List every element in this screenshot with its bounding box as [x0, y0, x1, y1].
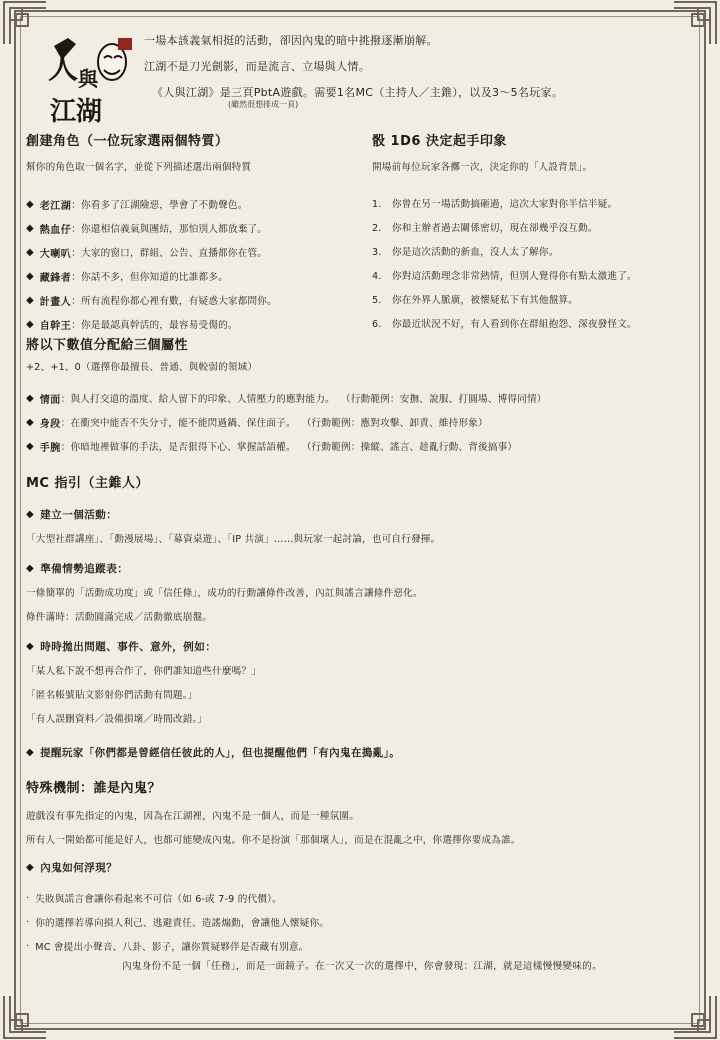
diamond-bullet-icon: ◆	[26, 222, 34, 234]
diamond-bullet-icon: ◆	[26, 198, 34, 210]
special-paragraph: 所有人一開始都可能是好人，也都可能變成內鬼。你不是扮演「那個壞人」，而是在混亂之中，你選擇你要成為誰。	[26, 835, 521, 846]
roll-row	[372, 288, 702, 312]
diamond-bullet-icon: ◆	[26, 746, 35, 758]
roll-number: 4.	[372, 270, 382, 282]
roll-text: 你對這活動理念非常熱情，但別人覺得你有點太激進了。	[392, 270, 637, 282]
mc-reminder-text: 提醒玩家「你們都是曾經信任彼此的人」，但也提醒他們「有內鬼在搗亂」。	[40, 746, 401, 759]
mc-activity-title: 建立一個活動：	[40, 508, 118, 521]
roll-number: 5.	[372, 294, 382, 306]
trait-desc: ：你看多了江湖險惡，學會了不動聲色。	[71, 200, 248, 211]
attribute-desc: ：你暗地裡做事的手法，是否狠得下心、掌握話語權。	[60, 442, 296, 453]
mc-tracker-line: 條件滿時：活動圓滿完成／活動徹底崩盤。	[26, 612, 213, 623]
intro-line-2: 江湖不是刀光劍影，而是流言、立場與人情。	[144, 60, 370, 73]
svg-text:江湖: 江湖	[50, 97, 103, 124]
diamond-bullet-icon: ◆	[26, 392, 34, 404]
trait-name: 熱血仔	[39, 224, 72, 236]
roll-row	[372, 192, 702, 216]
roll-text: 你是這次活動的新血，沒人太了解你。	[392, 246, 559, 258]
mole-bullet-text: 你的選擇若導向損人利己、逃避責任、造謠煽動，會讓他人懷疑你。	[35, 918, 330, 929]
roll-number: 6.	[372, 318, 382, 330]
diamond-bullet-icon: ◆	[26, 440, 34, 452]
roll-text: 你在外界人脈廣，被懷疑私下有其他盤算。	[392, 294, 579, 306]
mc-problems-head	[26, 637, 698, 655]
mc-tracker-title: 準備情勢追蹤表：	[40, 562, 129, 575]
trait-item	[26, 240, 366, 264]
attribute-example: （行動範例：操縱、謠言、趁亂行動、背後搞事）	[301, 442, 518, 453]
corner-ornament-icon	[672, 994, 718, 1040]
svg-text:人: 人	[48, 51, 78, 86]
mole-head	[26, 858, 698, 876]
first-impression-title: 骰 1D6 決定起手印象	[372, 134, 507, 149]
attribute-desc: ：與人打交道的溫度、給人留下的印象、人情壓力的應對能力。	[60, 394, 335, 405]
rulebook-page	[26, 30, 698, 972]
mc-activity	[26, 505, 698, 557]
dot-bullet-icon: ·	[26, 940, 30, 952]
mc-tracker	[26, 559, 698, 635]
roll-row	[372, 312, 702, 336]
diamond-bullet-icon: ◆	[26, 861, 35, 873]
first-impression-desc: 開場前每位玩家各擲一次，決定你的「人設背景」。	[372, 162, 593, 173]
diamond-bullet-icon: ◆	[26, 294, 34, 306]
trait-list	[26, 192, 366, 336]
create-character	[26, 130, 366, 336]
game-logo	[46, 34, 136, 124]
trait-name: 老江湖	[39, 200, 72, 212]
mc-guide-section	[26, 472, 698, 763]
trait-name: 藏鋒者	[39, 272, 72, 284]
mc-guide-title: MC 指引（主錐人）	[26, 476, 150, 491]
diamond-bullet-icon: ◆	[26, 416, 34, 428]
character-section	[26, 130, 698, 332]
intro-block	[144, 34, 704, 110]
trait-desc: ：你還相信義氣與團結，那怕別人都放棄了。	[71, 224, 268, 235]
attributes-title: 將以下數值分配給三個屬性	[26, 338, 189, 353]
corner-ornament-icon	[2, 994, 48, 1040]
special-title: 特殊機制：誰是內鬼？	[26, 781, 162, 796]
mole-bullet	[26, 934, 698, 958]
mole-bullet	[26, 886, 698, 910]
diamond-bullet-icon: ◆	[26, 640, 35, 652]
intro-line-3: 《人與江湖》是三頁PbtA遊戲。需要1名MC（主持人／主錐），以及3～5名玩家。	[152, 86, 564, 99]
create-character-title: 創建角色（一位玩家選兩個特質）	[26, 134, 229, 149]
dot-bullet-icon: ·	[26, 916, 30, 928]
mole-bullet	[26, 910, 698, 934]
trait-item	[26, 288, 366, 312]
roll-text: 你曾在另一場活動搞砸過，這次大家對你半信半疑。	[392, 198, 618, 210]
special-paragraph: 遊戲沒有事先指定的內鬼，因為在江湖裡，內鬼不是一個人，而是一種氛圍。	[26, 811, 359, 822]
trait-name: 大喇叭	[39, 248, 72, 260]
attributes-range: +2、+1、0（選擇你最擅長、普通、與較弱的領域）	[26, 362, 258, 373]
attribute-name: 手腕	[39, 442, 61, 454]
mole-bullet-text: MC 會提出小聲音、八卦、影子，讓你質疑夥伴是否藏有別意。	[35, 942, 309, 953]
roll-number: 2.	[372, 222, 382, 234]
mc-reminder	[26, 741, 698, 763]
attribute-name: 情面	[39, 394, 61, 406]
diamond-bullet-icon: ◆	[26, 318, 34, 330]
mc-tracker-head	[26, 559, 698, 577]
diamond-bullet-icon: ◆	[26, 508, 35, 520]
trait-name: 自幹王	[39, 320, 72, 332]
attribute-name: 身段	[39, 418, 61, 430]
first-impression	[372, 130, 702, 336]
attribute-item	[26, 386, 698, 410]
create-character-desc: 幫你的角色取一個名字，並從下列描述選出兩個特質	[26, 162, 252, 173]
roll-table	[372, 192, 702, 336]
attribute-item	[26, 434, 698, 458]
trait-item	[26, 216, 366, 240]
mc-problems	[26, 637, 698, 737]
attribute-item	[26, 410, 698, 434]
svg-text:與: 與	[78, 67, 98, 91]
closing-line: 內鬼身份不是一個「任務」，而是一面鏡子。在一次又一次的選擇中，你會發現：江湖，就是這樣慢慢變味的。	[122, 961, 602, 972]
mole-bullet-text: 失敗與謊言會讓你看起來不可信（如 6-或 7-9 的代價）。	[35, 894, 282, 905]
mc-problem-example: 「匿名帳號貼文影射你們活動有問題。」	[26, 690, 198, 701]
diamond-bullet-icon: ◆	[26, 246, 34, 258]
roll-row	[372, 216, 702, 240]
attributes-section	[26, 334, 698, 458]
trait-desc: ：大家的窗口，群組、公告、直播都你在管。	[71, 248, 268, 259]
roll-number: 3.	[372, 246, 382, 258]
trait-desc: ：你話不多，但你知道的比誰都多。	[71, 272, 228, 283]
trait-desc: ：所有流程你都心裡有數，有疑惑大家都問你。	[71, 296, 277, 307]
intro-note: (雖然很想排成一頁)	[228, 100, 299, 109]
mc-activity-text: 「大型社群講座」、「動漫展場」、「募資桌遊」、「IP 共演」……與玩家一起討論，也可自行發揮。	[26, 534, 441, 545]
roll-row	[372, 264, 702, 288]
mc-tracker-line: 一條簡單的「活動成功度」或「信任條」，成功的行動讓條件改善，內訌與謠言讓條件惡化。	[26, 588, 423, 599]
diamond-bullet-icon: ◆	[26, 562, 35, 574]
diamond-bullet-icon: ◆	[26, 270, 34, 282]
mc-activity-head	[26, 505, 698, 523]
mole-head-title: 內鬼如何浮現？	[40, 861, 118, 874]
roll-text: 你最近狀況不好，有人看到你在群組抱怨、深夜發怪文。	[392, 318, 637, 330]
attribute-desc: ：在衝突中能否不失分寸，能不能閃過鍋、保住面子。	[60, 418, 296, 429]
trait-name: 計畫人	[39, 296, 72, 308]
special-mechanic-section	[26, 777, 698, 972]
trait-item	[26, 192, 366, 216]
roll-text: 你和主辦者過去關係密切，現在卻幾乎沒互動。	[392, 222, 598, 234]
mc-problem-example: 「有人誤刪資料／設備損壞／時間改錯。」	[26, 714, 208, 725]
trait-item	[26, 312, 366, 336]
mc-problems-title: 時時拋出問題、事件、意外，例如：	[40, 640, 217, 653]
intro-line-1: 一場本該義氣相挺的活動，卻因內鬼的暗中挑撥逐漸崩解。	[144, 34, 438, 47]
attribute-example: （行動範例：應對攻擊、卸責、維持形象）	[301, 418, 488, 429]
roll-row	[372, 240, 702, 264]
trait-item	[26, 264, 366, 288]
header	[26, 30, 698, 130]
dot-bullet-icon: ·	[26, 892, 30, 904]
trait-desc: ：你是最認真幹活的，最容易受傷的。	[71, 320, 238, 331]
attribute-example: （行動範例：安撫、說服、打圓場、博得同情）	[340, 394, 547, 405]
mc-problem-example: 「某人私下說不想再合作了，你們誰知道些什麼嗎？」	[26, 666, 262, 677]
roll-number: 1.	[372, 198, 382, 210]
